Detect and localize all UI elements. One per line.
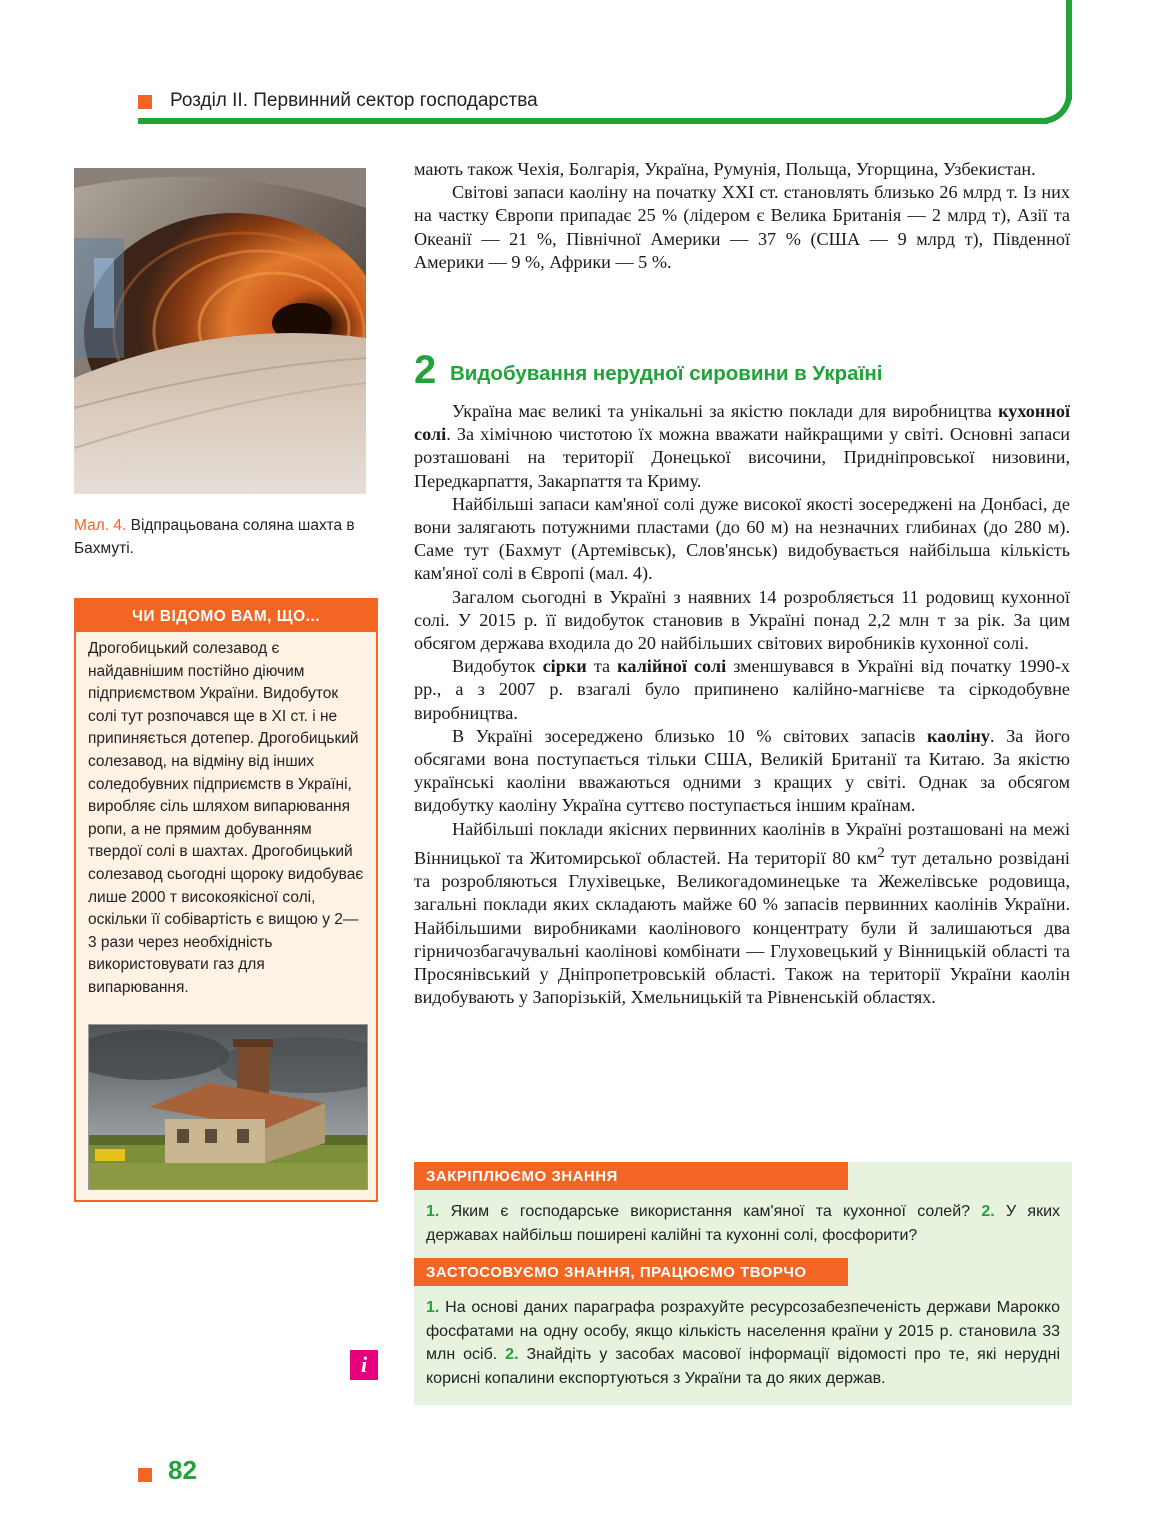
text-run: тут детально розвідані та розробляються Глухівецьке, Великогадоминецьке та Жежелівське родовища, загальні поклади яких складають майже 60 % запасів первинних каолінів України. Найбільшими виробниками каолінового концентрату були й залишаються два гірничозбагачувальні каолінові комбінати — Глуховецький у Вінницькій області та Просянівський у Дніпропетровській області. Також на території України каолін видобувають у Запорізькій, Хмельницькій та Рівненській областях. — [414, 847, 1070, 1008]
section-number: 2 — [414, 348, 437, 392]
header-rule — [138, 118, 1048, 124]
did-you-know-box — [74, 598, 378, 1202]
figure-caption — [74, 514, 374, 560]
question-number: 2. — [505, 1346, 519, 1363]
paragraph — [414, 725, 1070, 818]
consolidate-questions — [426, 1200, 1060, 1247]
question-text: Знайдіть у засобах масової інформації відомості про те, які нерудні корисні копалини експортуються з України та до яких держав. — [426, 1346, 1061, 1387]
text-run: зменшувався в Україні від початку 1990-х рр., а з 2007 р. взагалі було припинено калійно-магнієве та сіркодобувне виробництва. — [414, 656, 1070, 723]
text-run: . За хімічною чистотою їх можна вважати найкращими у світі. Основні запаси розташовані на території Донецької височини, Придніпровської низовини, Передкарпаття, Закарпаття та Криму. — [414, 424, 1070, 491]
question-text: На основі даних параграфа розрахуйте ресурсозабезпеченість держави Марокко фосфатами на одну особу, якщо кількість населення країни у 2015 р. становила 33 млн осіб. — [426, 1299, 1060, 1363]
info-icon: i — [350, 1350, 378, 1380]
superscript: 2 — [877, 843, 885, 861]
text-run: Найбільші поклади якісних первинних каолінів в Україні розташовані на межі Вінницької та Житомирської областей. На території 80 км — [414, 818, 1070, 868]
header-marker — [138, 95, 152, 109]
paragraph: Світові запаси каоліну на початку XXI ст. становлять близько 26 млрд т. Із них на частку Європи припадає 25 % (лідером є Велика Британія — 2 млрд т), Азії та Океанії — 21 %, Північної Америки — 37 % (США — 9 млрд т), Південної Америки — 9 %, Африки — 5 %. — [414, 182, 1070, 272]
section-body — [414, 400, 1070, 1009]
paragraph: мають також Чехія, Болгарія, Україна, Румунія, Польща, Угорщина, Узбекистан. — [414, 159, 1036, 179]
term-bold: сірки — [542, 656, 587, 677]
question-number: 2. — [981, 1203, 995, 1220]
tasks-box — [414, 1162, 1072, 1405]
question-number: 1. — [426, 1299, 440, 1316]
text-run: . За його обсягами вона поступається тільки США, Великій Британії та Китаю. За якістю українські каоліни вважаються одними з кращих у світі. Однак за обсягом видобутку каоліну Україна суттєво поступається іншим країнам. — [414, 725, 1070, 816]
paragraph — [414, 655, 1070, 725]
text-run: Видобуток — [452, 656, 543, 677]
figure-caption-text: Відпрацьована соляна шахта в Бахмуті. — [74, 517, 355, 557]
question-number: 1. — [426, 1203, 440, 1220]
footer-marker — [138, 1468, 152, 1482]
chapter-title: Розділ ІІ. Первинний сектор господарства — [170, 90, 538, 111]
term-bold: калійної солі — [617, 656, 727, 677]
apply-heading: ЗАСТОСОВУЄМО ЗНАННЯ, ПРАЦЮЄМО ТВОРЧО — [414, 1258, 848, 1286]
consolidate-heading: ЗАКРІПЛЮЄМО ЗНАННЯ — [414, 1162, 848, 1190]
paragraph — [414, 400, 1070, 493]
salt-mine-photo — [74, 168, 366, 494]
text-run: В Україні зосереджено близько 10 % світових запасів — [452, 725, 927, 746]
paragraph: Найбільші запаси кам'яної солі дуже високої якості зосереджені на Донбасі, де вони залягають потужними пластами (до 60 м) на незначних глибинах (до 280 м). Саме тут (Бахмут (Артемівськ), Слов'янськ) видобувається найбільша кількість кам'яної солі в Європі (мал. 4). — [414, 493, 1070, 584]
question-text: Яким є господарське використання кам'яної та кухонної солей? — [439, 1203, 982, 1220]
page-number: 82 — [168, 1455, 197, 1485]
intro-text — [414, 158, 1070, 274]
saltworks-photo — [88, 1024, 368, 1190]
apply-questions — [426, 1296, 1060, 1390]
figure-label: Мал. 4. — [74, 517, 127, 534]
text-run: та — [586, 656, 618, 677]
did-you-know-text: Дрогобицький солезавод є найдавнішим постійно діючим підприємством України. Видобуток солі тут розпочався ще в XI ст. і не припиняється дотепер. Дрогобицький солезавод, на відміну від інших соледобувних підприємств в Україні, виробляє сіль шляхом випарювання ропи, а не прямим добуванням твердої солі в шахтах. Дрогобицький солезавод сьогодні щороку видобуває лише 2000 т високоякісної солі, оскільки її собівартість є вищою у 2—3 рази через необхідність використовувати газ для випарювання. — [88, 640, 364, 996]
text-run: Україна має великі та унікальні за якістю поклади для виробництва — [452, 401, 999, 421]
did-you-know-heading: ЧИ ВІДОМО ВАМ, ЩО... — [76, 600, 376, 632]
term-bold: каоліну — [926, 725, 990, 746]
paragraph — [414, 818, 1070, 1010]
section-title: Видобування нерудної сировини в Україні — [450, 362, 883, 385]
term-bold: кухонної солі — [414, 401, 1070, 445]
paragraph: Загалом сьогодні в Україні з наявних 14 розробляється 11 родовищ кухонної солі. У 2015 р. її видобуток становив в Україні понад 2,2 млн т за рік. За цим обсягом держава входила до 20 найбільших світових виробників кухонної солі. — [414, 586, 1070, 654]
question-text: У яких державах найбільш поширені калійні та кухонні солі, фосфорити? — [426, 1203, 1061, 1244]
